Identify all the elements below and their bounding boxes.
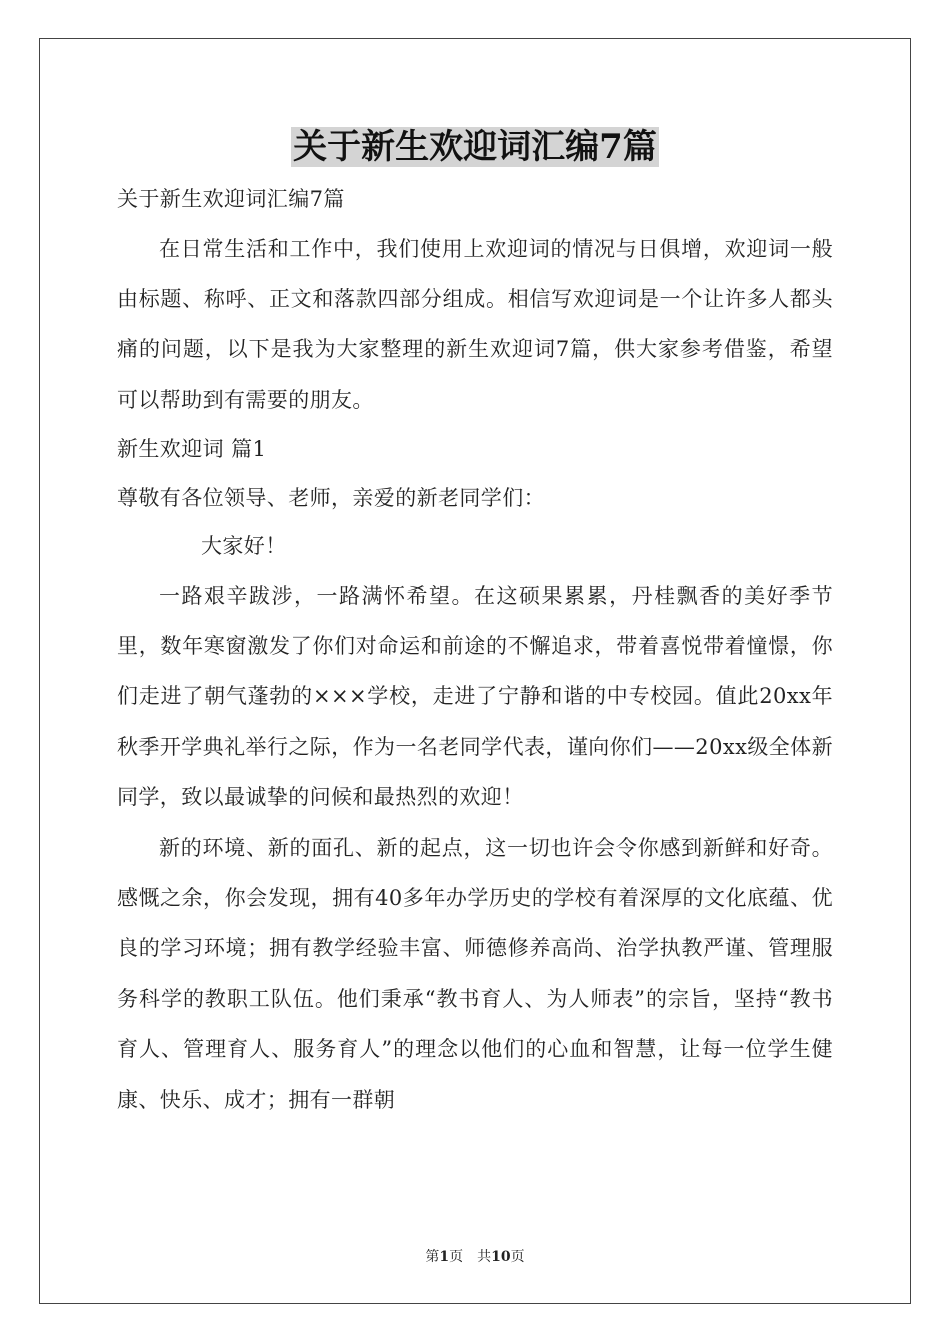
intro-paragraph: 在日常生活和工作中，我们使用上欢迎词的情况与日俱增，欢迎词一般由标题、称呼、正文和落款四部分组成。相信写欢迎词是一个让许多人都头痛的问题，以下是我为大家整理的新生欢迎词7篇，供大家参考借鉴，希望可以帮助到有需要的朋友。 [117, 236, 833, 412]
section-heading: 新生欢迎词 篇1 [117, 437, 267, 462]
document-subtitle: 关于新生欢迎词汇编7篇 [117, 187, 345, 211]
document-title [0, 122, 950, 172]
page-mid: 页 共 [449, 1249, 492, 1265]
body-paragraph-2: 新的环境、新的面孔、新的起点，这一切也许会令你感到新鲜和好奇。感慨之余，你会发现，拥有40多年办学历史的学校有着深厚的文化底蕴、优良的学习环境；拥有教学经验丰富、师德修养高尚、治学执教严谨、管理服务科学的教职工队伍。他们秉承“教书育人、为人师表”的宗旨，坚持“教书育人、管理育人、服务育人”的理念以他们的心血和智慧，让每一位学生健康、快乐、成才；拥有一群朝 [117, 835, 833, 1112]
page-suffix: 页 [510, 1249, 525, 1265]
document-title-text: 关于新生欢迎词汇编7篇 [293, 127, 657, 167]
document-body [117, 175, 833, 1125]
salutation: 尊敬有各位领导、老师，亲爱的新老同学们： [117, 485, 545, 510]
page-prefix: 第 [425, 1249, 440, 1265]
body-paragraph-1: 一路艰辛跋涉，一路满怀希望。在这硕果累累，丹桂飘香的美好季节里，数年寒窗激发了你们对命运和前途的不懈追求，带着喜悦带着憧憬，你们走进了朝气蓬勃的×××学校，走进了宁静和谐的中专校园。值此20xx年秋季开学典礼举行之际，作为一名老同学代表，谨向你们——20xx级全体新同学，致以最诚挚的问候和最热烈的欢迎！ [117, 583, 833, 810]
greeting: 大家好！ [201, 534, 287, 559]
page-current: 1 [439, 1249, 450, 1265]
page-footer [0, 1246, 950, 1266]
page-total: 10 [491, 1249, 511, 1265]
